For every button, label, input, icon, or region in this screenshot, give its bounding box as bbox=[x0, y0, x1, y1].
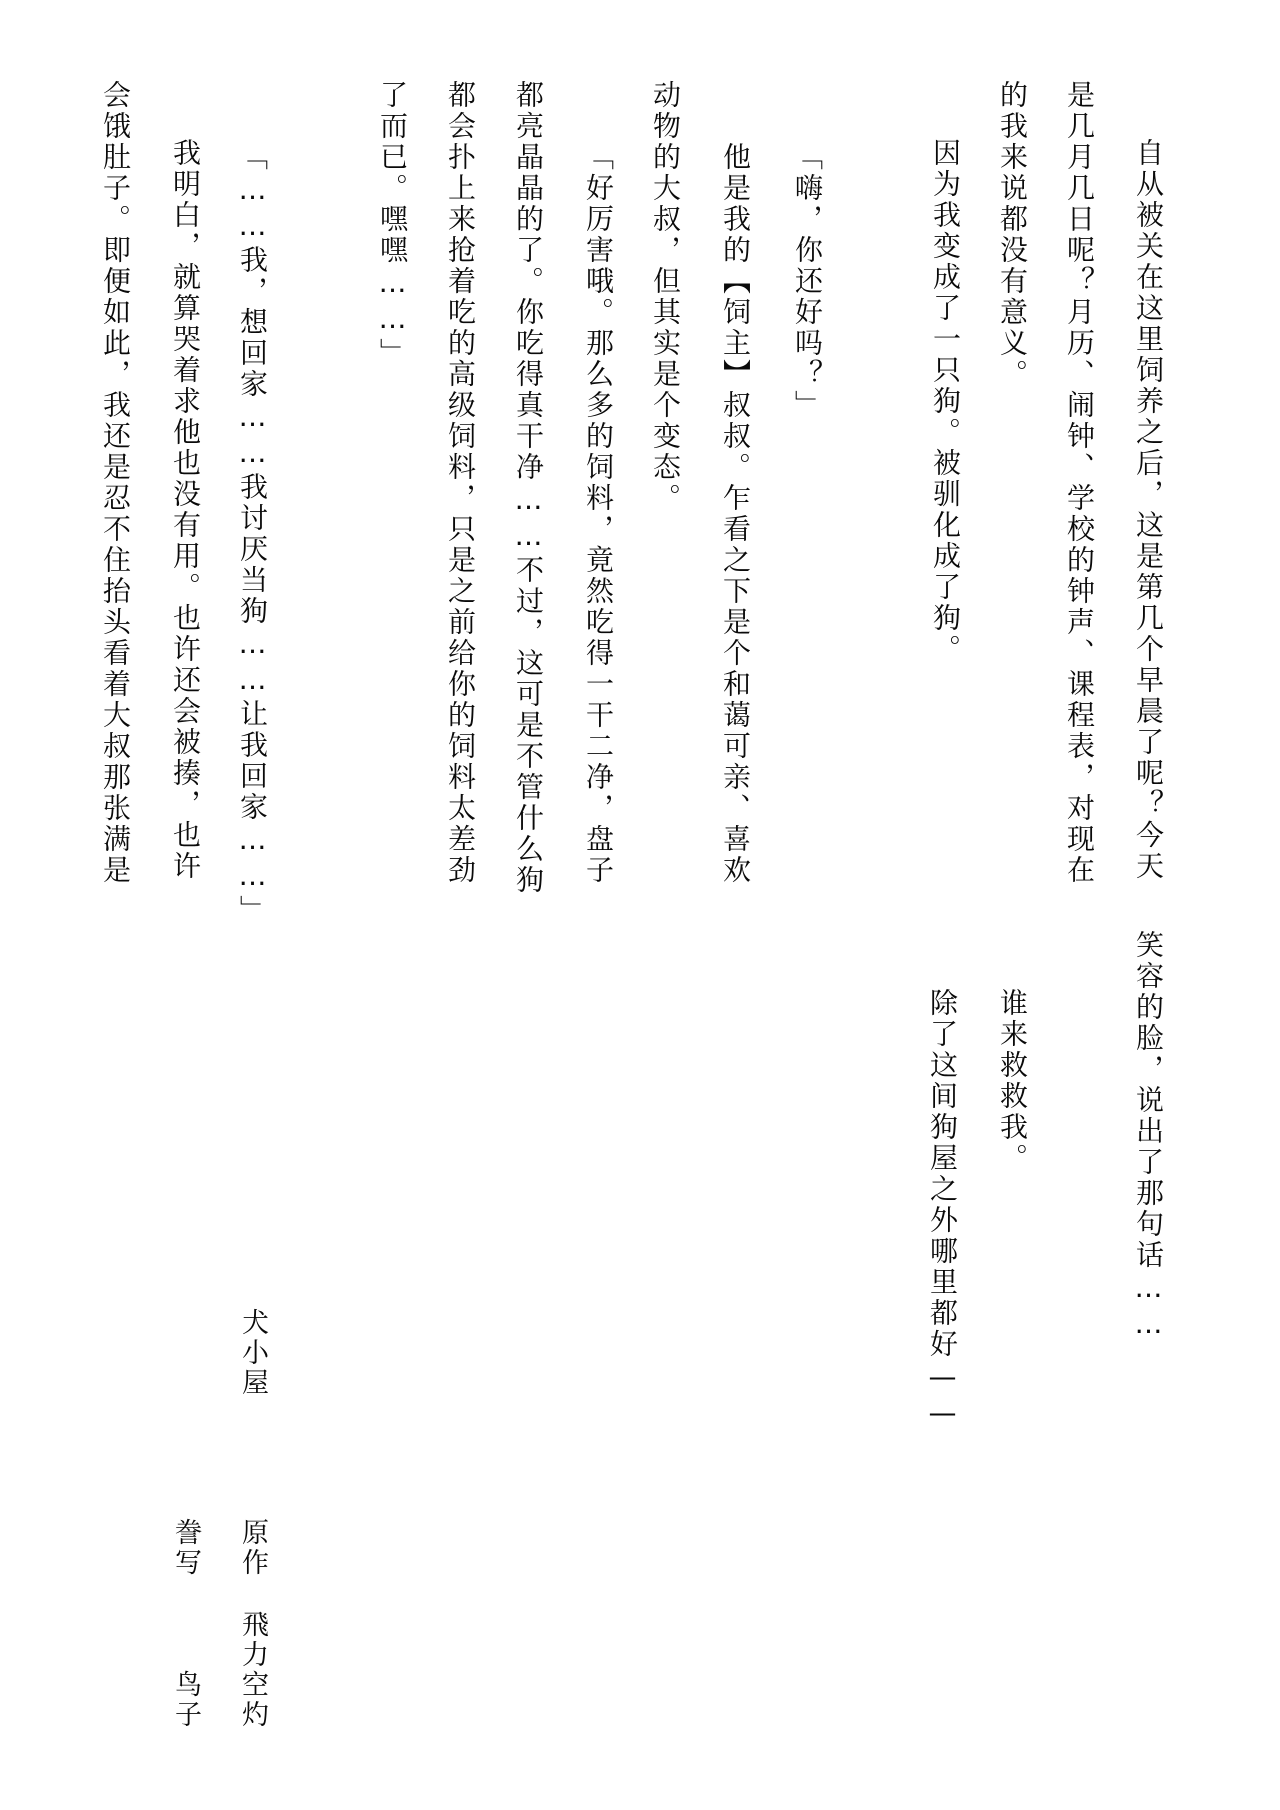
text-column: 是几月几日呢？月历、闹钟、学校的钟声、课程表，对现在 bbox=[1063, 80, 1096, 886]
text-column: 自从被关在这里饲养之后，这是第几个早晨了呢？今天 bbox=[1132, 138, 1165, 882]
dialogue-column: 了而已。嘿嘿……」 bbox=[376, 80, 409, 369]
work-title: 犬小屋 bbox=[237, 1308, 268, 1398]
text-column: 因为我变成了一只狗。被驯化成了狗。 bbox=[929, 138, 962, 665]
text-column: 谁来救救我。 bbox=[996, 988, 1029, 1174]
text-column: 我明白，就算哭着求他也没有用。也许还会被揍，也许 bbox=[169, 138, 202, 882]
dialogue-column: 都会扑上来抢着吃的高级饲料，只是之前给你的饲料太差劲 bbox=[444, 80, 477, 886]
original-author: 飛力空灼 bbox=[237, 1610, 268, 1730]
text-column: 除了这间狗屋之外哪里都好—— bbox=[926, 988, 959, 1432]
dialogue-column: 「……我，想回家……我讨厌当狗……让我回家……」 bbox=[236, 142, 269, 926]
text-column: 会饿肚子。即便如此，我还是忍不住抬头看着大叔那张满是 bbox=[99, 80, 132, 886]
text-column: 笑容的脸，说出了那句话…… bbox=[1132, 930, 1165, 1343]
transcriber-label: 誊写 bbox=[170, 1518, 201, 1578]
dialogue-column: 都亮晶晶的了。你吃得真干净……不过，这可是不管什么狗 bbox=[512, 80, 545, 896]
transcriber-name: 鸟子 bbox=[170, 1670, 201, 1730]
original-label: 原作 bbox=[237, 1518, 268, 1578]
text-column: 动物的大叔，但其实是个变态。 bbox=[649, 80, 682, 514]
text-column: 的我来说都没有意义。 bbox=[996, 80, 1029, 390]
text-column: 他是我的【饲主】叔叔。乍看之下是个和蔼可亲、喜欢 bbox=[719, 142, 752, 886]
dialogue-column: 「嗨，你还好吗？」 bbox=[791, 142, 824, 421]
dialogue-column: 「好厉害哦。那么多的饲料，竟然吃得一干二净，盘子 bbox=[582, 142, 615, 886]
